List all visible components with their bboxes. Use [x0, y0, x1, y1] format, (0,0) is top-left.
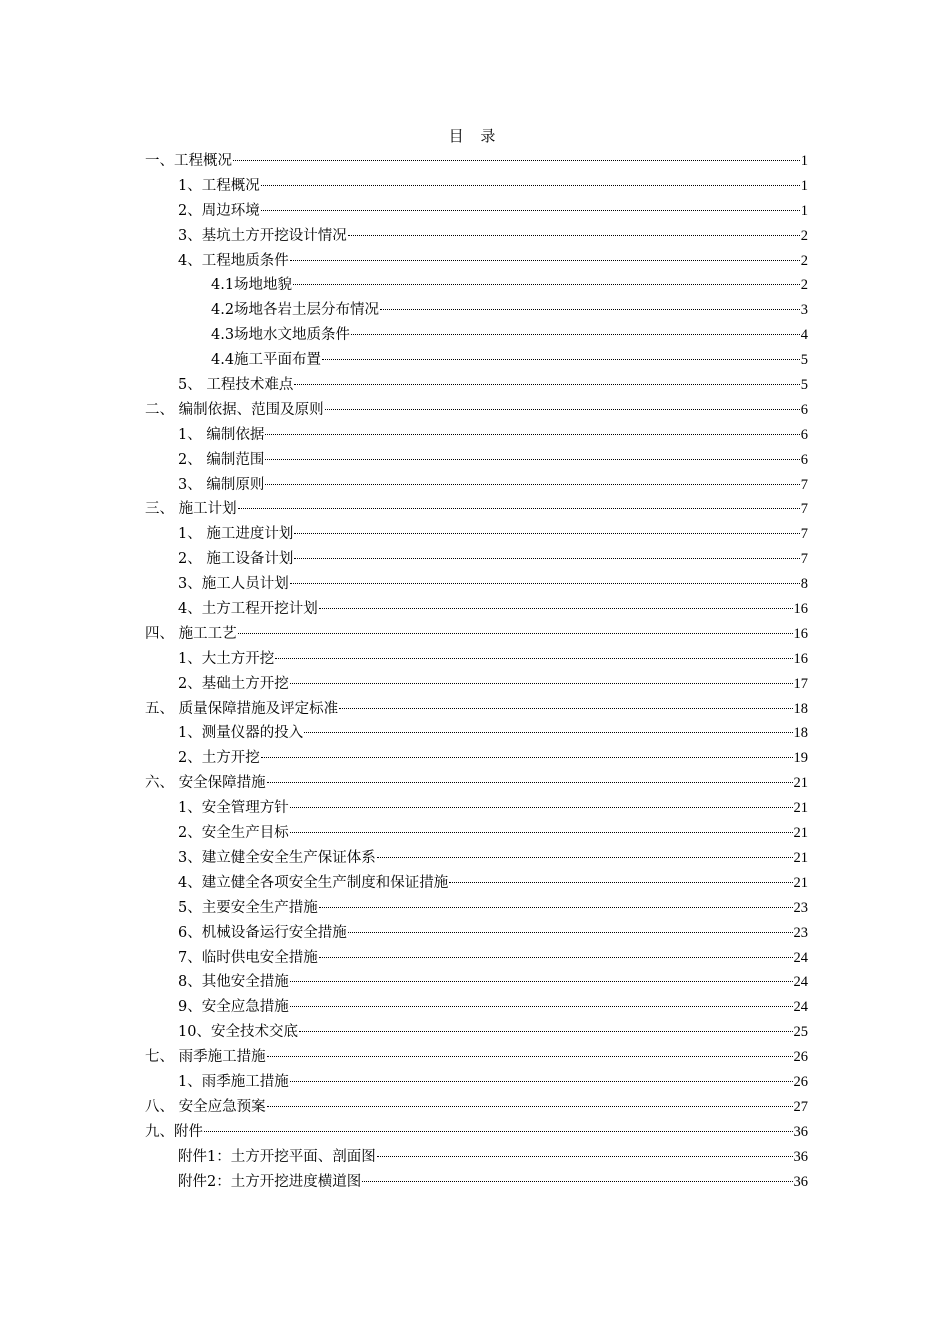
toc-dot-leader — [290, 807, 793, 808]
toc-entry[interactable] — [145, 497, 808, 522]
toc-dot-leader — [294, 533, 799, 534]
toc-dot-leader — [290, 1081, 793, 1082]
toc-dot-leader — [267, 1106, 793, 1107]
toc-entry-page-number: 16 — [793, 601, 808, 618]
toc-entry-text: 2、 编制范围 — [178, 451, 265, 468]
toc-entry[interactable] — [145, 1045, 808, 1070]
toc-entry[interactable] — [145, 771, 808, 796]
toc-entry-page-number: 8 — [800, 576, 808, 593]
toc-entry-page-number: 6 — [800, 401, 808, 418]
toc-dot-leader — [348, 235, 800, 236]
toc-entry[interactable] — [145, 995, 808, 1020]
toc-entry-text: 9、安全应急措施 — [178, 999, 289, 1016]
toc-entry[interactable] — [145, 871, 808, 896]
toc-entry-text: 4.4施工平面布置 — [211, 352, 322, 369]
toc-entry-text: 四、 施工工艺 — [145, 625, 237, 642]
toc-dot-leader — [325, 409, 800, 410]
toc-entry[interactable] — [145, 473, 808, 498]
toc-entry-page-number: 3 — [800, 302, 808, 319]
toc-dot-leader — [293, 284, 800, 285]
toc-dot-leader — [265, 459, 799, 460]
toc-entry-page-number: 7 — [800, 551, 808, 568]
toc-dot-leader — [290, 981, 793, 982]
toc-entry[interactable] — [145, 522, 808, 547]
toc-entry-page-number: 25 — [793, 1024, 808, 1041]
toc-entry-page-number: 21 — [793, 800, 808, 817]
toc-entry-text: 1、测量仪器的投入 — [178, 725, 304, 742]
toc-entry[interactable] — [145, 1070, 808, 1095]
toc-entry[interactable] — [145, 821, 808, 846]
toc-entry[interactable] — [145, 448, 808, 473]
toc-entry-text: 3、 编制原则 — [178, 476, 265, 493]
toc-dot-leader — [233, 160, 800, 161]
toc-entry-text: 3、施工人员计划 — [178, 576, 289, 593]
toc-entry[interactable] — [145, 572, 808, 597]
toc-dot-leader — [299, 1031, 793, 1032]
toc-entry-text: 六、 安全保障措施 — [145, 775, 266, 792]
toc-entry-text: 1、 编制依据 — [178, 426, 265, 443]
toc-entry-page-number: 24 — [793, 949, 808, 966]
toc-entry-page-number: 18 — [793, 725, 808, 742]
toc-entry-text: 八、 安全应急预案 — [145, 1098, 266, 1115]
toc-entry-page-number: 16 — [793, 625, 808, 642]
toc-entry-page-number: 18 — [793, 700, 808, 717]
toc-dot-leader — [238, 633, 793, 634]
toc-entry[interactable] — [145, 398, 808, 423]
toc-entry-text: 4.2场地各岩土层分布情况 — [211, 302, 380, 319]
toc-entry-page-number: 26 — [793, 1073, 808, 1090]
toc-dot-leader — [322, 359, 800, 360]
toc-entry-text: 1、工程概况 — [178, 177, 260, 194]
toc-entry-page-number: 4 — [800, 327, 808, 344]
toc-entry-page-number: 24 — [793, 999, 808, 1016]
toc-entry[interactable] — [145, 697, 808, 722]
toc-entry-page-number: 1 — [800, 153, 808, 169]
toc-dot-leader — [265, 434, 799, 435]
toc-entry[interactable] — [145, 846, 808, 871]
toc-entry[interactable] — [145, 970, 808, 995]
toc-entry-text: 5、主要安全生产措施 — [178, 899, 318, 916]
toc-entry-page-number: 6 — [800, 451, 808, 468]
toc-entry[interactable] — [145, 672, 808, 697]
toc-entry-page-number: 2 — [800, 227, 808, 244]
toc-entry-page-number: 7 — [800, 476, 808, 493]
toc-entry-text: 2、 施工设备计划 — [178, 551, 294, 568]
toc-entry-page-number: 21 — [793, 874, 808, 891]
toc-entry-text: 4、建立健全各项安全生产制度和保证措施 — [178, 874, 449, 891]
toc-entry-page-number: 23 — [793, 924, 808, 941]
toc-entry-text: 7、临时供电安全措施 — [178, 949, 318, 966]
toc-entry[interactable] — [145, 1120, 808, 1145]
toc-entry[interactable] — [145, 149, 808, 174]
toc-dot-leader — [348, 932, 793, 933]
toc-dot-leader — [319, 608, 793, 609]
toc-dot-leader — [290, 683, 793, 684]
toc-entry-page-number: 19 — [793, 750, 808, 767]
toc-dot-leader — [380, 309, 800, 310]
toc-entry-text: 附件2：土方开挖进度横道图 — [178, 1173, 362, 1190]
toc-dot-leader — [290, 260, 800, 261]
toc-entry[interactable] — [145, 1145, 808, 1170]
toc-entry[interactable] — [145, 373, 808, 398]
toc-entry-text: 2、基础土方开挖 — [178, 675, 289, 692]
toc-dot-leader — [304, 732, 792, 733]
toc-entry[interactable] — [145, 199, 808, 224]
toc-dot-leader — [267, 782, 793, 783]
toc-entry[interactable] — [145, 224, 808, 249]
toc-entry-page-number: 23 — [793, 899, 808, 916]
toc-entry-page-number: 5 — [800, 377, 808, 394]
toc-dot-leader — [449, 882, 792, 883]
toc-entry-text: 3、建立健全安全生产保证体系 — [178, 849, 376, 866]
toc-entry-text: 2、安全生产目标 — [178, 825, 289, 842]
toc-entry-page-number: 5 — [800, 352, 808, 369]
toc-dot-leader — [351, 334, 800, 335]
toc-entry-page-number: 6 — [800, 426, 808, 443]
toc-dot-leader — [261, 210, 800, 211]
toc-dot-leader — [290, 1006, 793, 1007]
toc-dot-leader — [261, 757, 793, 758]
toc-entry-text: 七、 雨季施工措施 — [145, 1049, 266, 1066]
toc-entry-page-number: 1 — [800, 202, 808, 219]
toc-dot-leader — [204, 1131, 793, 1132]
toc-entry[interactable] — [145, 273, 808, 298]
toc-entry-page-number: 27 — [793, 1098, 808, 1115]
toc-entry-page-number: 36 — [793, 1148, 808, 1165]
toc-entry[interactable] — [145, 746, 808, 771]
toc-dot-leader — [362, 1181, 792, 1182]
toc-entry-page-number: 36 — [793, 1123, 808, 1140]
toc-entry-text: 九、附件 — [145, 1123, 203, 1140]
toc-entry-text: 6、机械设备运行安全措施 — [178, 924, 347, 941]
toc-entry[interactable] — [145, 796, 808, 821]
toc-entry-text: 3、基坑土方开挖设计情况 — [178, 227, 347, 244]
toc-entry[interactable] — [145, 547, 808, 572]
toc-entry-page-number: 36 — [793, 1173, 808, 1190]
toc-entry-text: 1、大土方开挖 — [178, 650, 275, 667]
toc-entry-page-number: 7 — [800, 526, 808, 543]
toc-dot-leader — [377, 857, 793, 858]
toc-entry[interactable] — [145, 647, 808, 672]
toc-dot-leader — [339, 708, 792, 709]
toc-entry-page-number: 7 — [800, 501, 808, 518]
toc-dot-leader — [290, 832, 793, 833]
toc-entry-text: 1、雨季施工措施 — [178, 1073, 289, 1090]
toc-entry-page-number: 24 — [793, 974, 808, 991]
toc-entry-text: 1、 施工进度计划 — [178, 526, 294, 543]
toc-dot-leader — [294, 558, 799, 559]
toc-dot-leader — [294, 384, 799, 385]
toc-dot-leader — [290, 583, 800, 584]
toc-entry-text: 三、 施工计划 — [145, 501, 237, 518]
toc-entry-page-number: 17 — [793, 675, 808, 692]
toc-entry[interactable] — [145, 946, 808, 971]
toc-dot-leader — [261, 185, 800, 186]
toc-entry[interactable] — [145, 298, 808, 323]
toc-list — [145, 149, 808, 1194]
toc-entry[interactable] — [145, 249, 808, 274]
toc-entry-text: 一、工程概况 — [145, 153, 232, 169]
toc-entry-text: 2、周边环境 — [178, 202, 260, 219]
toc-entry-page-number: 1 — [800, 177, 808, 194]
toc-entry[interactable] — [145, 1020, 808, 1045]
toc-dot-leader — [238, 508, 800, 509]
toc-entry[interactable] — [145, 348, 808, 373]
toc-entry-page-number: 26 — [793, 1049, 808, 1066]
toc-entry-text: 10、安全技术交底 — [178, 1024, 298, 1041]
toc-entry-page-number: 21 — [793, 775, 808, 792]
toc-title: 目 录 — [448, 127, 502, 145]
toc-entry[interactable] — [145, 1170, 808, 1195]
toc-entry-text: 4.3场地水文地质条件 — [211, 327, 351, 344]
toc-entry-text: 二、 编制依据、范围及原则 — [145, 401, 324, 418]
toc-entry-text: 五、 质量保障措施及评定标准 — [145, 700, 339, 717]
toc-entry[interactable] — [145, 597, 808, 622]
toc-entry-page-number: 21 — [793, 849, 808, 866]
toc-entry-text: 2、土方开挖 — [178, 750, 260, 767]
toc-dot-leader — [319, 907, 793, 908]
toc-dot-leader — [275, 658, 792, 659]
toc-dot-leader — [265, 484, 799, 485]
toc-entry-text: 8、其他安全措施 — [178, 974, 289, 991]
toc-entry-page-number: 2 — [800, 277, 808, 294]
toc-entry-text: 附件1：土方开挖平面、剖面图 — [178, 1148, 376, 1165]
toc-entry[interactable] — [145, 323, 808, 348]
toc-entry[interactable] — [145, 1095, 808, 1120]
toc-entry-text: 4、土方工程开挖计划 — [178, 601, 318, 618]
toc-entry-text: 4.1场地地貌 — [211, 277, 293, 294]
toc-entry[interactable] — [145, 174, 808, 199]
toc-entry[interactable] — [145, 921, 808, 946]
toc-entry-text: 4、工程地质条件 — [178, 252, 289, 269]
toc-entry-page-number: 21 — [793, 825, 808, 842]
toc-entry-text: 5、 工程技术难点 — [178, 377, 294, 394]
toc-dot-leader — [319, 957, 793, 958]
toc-entry[interactable] — [145, 896, 808, 921]
toc-entry[interactable] — [145, 622, 808, 647]
toc-entry-text: 1、安全管理方针 — [178, 800, 289, 817]
toc-entry[interactable] — [145, 721, 808, 746]
toc-entry-page-number: 16 — [793, 650, 808, 667]
toc-dot-leader — [267, 1056, 793, 1057]
toc-entry[interactable] — [145, 423, 808, 448]
toc-entry-page-number: 2 — [800, 252, 808, 269]
toc-dot-leader — [377, 1156, 793, 1157]
